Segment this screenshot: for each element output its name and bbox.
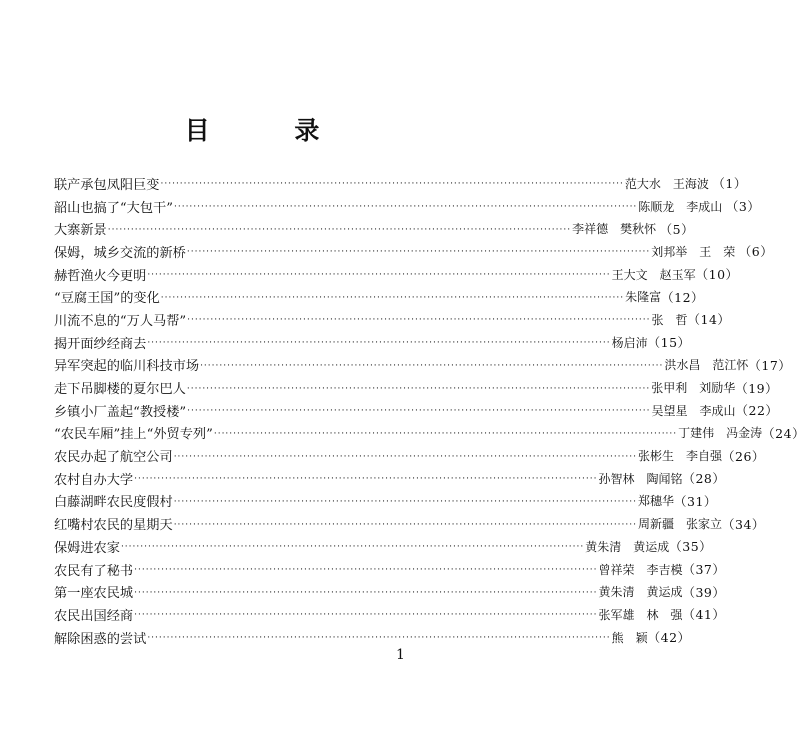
page-number: 1 <box>396 647 405 663</box>
toc-entry-title: 解除困惑的尝试 <box>54 631 147 647</box>
toc-entry <box>54 376 779 399</box>
toc-entry-authors: 吴望星 李成山 <box>651 403 736 418</box>
toc-entry <box>54 399 779 422</box>
toc-entry-page: （28） <box>682 471 726 487</box>
toc-entry-authors: 黄朱清 黄运成 <box>585 539 670 554</box>
toc-entry-title: 赫哲渔火今更明 <box>54 268 147 284</box>
toc-entry-page: （1） <box>712 176 747 192</box>
toc-entry <box>54 512 765 535</box>
page-title: 目 录 <box>184 116 358 145</box>
toc-entry-page: （35） <box>669 539 713 555</box>
toc-entry <box>54 444 765 467</box>
toc-entry-title: 异军突起的临川科技市场 <box>54 359 200 375</box>
toc-entry-authors: 张彬生 李自强 <box>638 449 723 464</box>
toc-entry-title: 农民办起了航空公司 <box>54 450 173 466</box>
dot-leader: ························································································································ <box>173 202 638 213</box>
toc-entry <box>54 331 691 354</box>
toc-entry-page: （37） <box>682 562 726 578</box>
toc-entry-page: （5） <box>659 221 695 237</box>
toc-entry-page: （31） <box>674 493 717 509</box>
toc-entry-authors: 王大文 赵玉军 <box>611 267 696 282</box>
toc-entry <box>54 308 731 331</box>
toc-entry-authors: 陈顺龙 李成山 <box>638 199 723 214</box>
toc-entry-authors: 孙智林 陶闻铭 <box>598 471 683 486</box>
toc-entry-page: （17） <box>748 357 792 373</box>
toc-entry-authors: 周新疆 张家立 <box>638 517 723 532</box>
toc-entry-page: （26） <box>722 448 765 464</box>
toc-entry-page: （10） <box>695 267 739 283</box>
toc-entry-title: 乡镇小厂盖起“教授楼” <box>54 404 187 420</box>
toc-entry-page: （22） <box>735 403 779 419</box>
dot-leader: ························································································································ <box>213 428 678 439</box>
dot-leader: ························································································································ <box>187 406 651 417</box>
toc-entry <box>54 354 792 377</box>
toc-entry-title: “豆腐王国”的变化 <box>54 291 160 307</box>
toc-entry-title: 保姆，城乡交流的新桥 <box>54 245 186 261</box>
dot-leader: ························································································································ <box>147 633 611 644</box>
toc-entry-authors: 李祥德 樊秋怀 <box>572 222 657 237</box>
toc-entry-title: 走下吊脚楼的夏尔巴人 <box>54 382 186 398</box>
dot-leader: ························································································································ <box>134 610 598 621</box>
toc-entry-authors: 郑穗华 <box>638 494 675 509</box>
dot-leader: ························································································································ <box>134 474 598 485</box>
dot-leader: ························································································································ <box>147 270 611 281</box>
toc-entry <box>54 490 717 513</box>
dot-leader: ························································································································ <box>187 315 651 326</box>
toc-entry <box>54 558 726 581</box>
toc-entry-page: （42） <box>647 630 691 646</box>
toc-entry-page: （15） <box>647 335 691 351</box>
toc-entry-authors: 丁建伟 冯金涛 <box>678 426 763 441</box>
dot-leader: ························································································································ <box>173 451 637 462</box>
toc-entry-authors: 朱隆富 <box>625 290 662 305</box>
dot-leader: ························································································································ <box>134 565 598 576</box>
toc-entry-authors: 洪水昌 范江怀 <box>664 358 749 373</box>
dot-leader: ························································································································ <box>200 360 664 371</box>
toc-entry-page: （24） <box>762 425 805 441</box>
toc-entry-page: （34） <box>722 516 765 532</box>
toc-entry-title: 农民有了秘书 <box>54 563 134 579</box>
toc-entry-page: （39） <box>682 584 726 600</box>
toc-entry <box>54 535 713 558</box>
toc-entry-title: 红嘴村农民的星期天 <box>54 518 173 534</box>
toc-entry-title: 揭开面纱经商去 <box>54 336 147 352</box>
toc-entry-page: （3） <box>725 199 761 215</box>
dot-leader: ························································································································ <box>160 292 625 303</box>
dot-leader: ························································································································ <box>186 383 651 394</box>
toc-entry <box>54 240 774 263</box>
toc-entry <box>54 580 726 603</box>
toc-entry-title: 保姆进农家 <box>54 540 120 556</box>
toc-entry <box>54 285 705 308</box>
toc-entry-authors: 熊 颖 <box>611 630 648 645</box>
toc-entry-title: 白藤湖畔农民度假村 <box>54 495 173 511</box>
toc-entry-authors: 张军雄 林 强 <box>598 607 683 622</box>
dot-leader: ························································································································ <box>107 224 572 235</box>
dot-leader: ························································································································ <box>134 587 598 598</box>
toc-entry-authors: 范大水 王海波 <box>624 176 709 191</box>
dot-leader: ························································································································ <box>173 519 637 530</box>
toc-entry-authors: 张 哲 <box>651 312 688 327</box>
toc-entry-title: 农民出国经商 <box>54 608 134 624</box>
dot-leader: ························································································································ <box>173 496 637 507</box>
toc-entry <box>54 626 691 649</box>
toc-entry-title: 联产承包凤阳巨变 <box>54 177 160 193</box>
toc-entry <box>54 603 726 626</box>
toc-entry-authors: 杨启沛 <box>611 335 648 350</box>
dot-leader: ························································································································ <box>186 247 651 258</box>
toc-entry-page: （41） <box>682 607 726 623</box>
toc-entry-page: （19） <box>735 380 779 396</box>
toc-entry-page: （12） <box>661 289 705 305</box>
toc-entry-title: 农村自办大学 <box>54 472 134 488</box>
toc-entry-authors: 曾祥荣 李吉模 <box>598 562 683 577</box>
toc-entry-title: 大寨新景 <box>54 223 107 239</box>
toc-entry-title: 韶山也搞了“大包干” <box>54 200 173 216</box>
toc-entry <box>54 172 747 195</box>
dot-leader: ························································································································ <box>147 338 611 349</box>
table-of-contents <box>54 172 805 648</box>
dot-leader: ························································································································ <box>120 542 585 553</box>
toc-entry <box>54 263 739 286</box>
toc-entry <box>54 422 805 445</box>
toc-entry <box>54 467 726 490</box>
dot-leader: ························································································································ <box>160 179 624 190</box>
toc-entry-title: 川流不息的“万人马帮” <box>54 313 187 329</box>
toc-entry-authors: 黄朱清 黄运成 <box>598 585 683 600</box>
toc-entry <box>54 195 761 218</box>
toc-entry <box>54 217 695 240</box>
toc-entry-page: （6） <box>738 244 774 260</box>
toc-entry-title: “农民车厢”挂上“外贸专列” <box>54 427 213 443</box>
toc-entry-authors: 刘邦举 王 荣 <box>651 244 736 259</box>
toc-entry-page: （14） <box>687 312 731 328</box>
toc-entry-authors: 张甲利 刘励华 <box>651 381 736 396</box>
toc-entry-title: 第一座农民城 <box>54 586 134 602</box>
